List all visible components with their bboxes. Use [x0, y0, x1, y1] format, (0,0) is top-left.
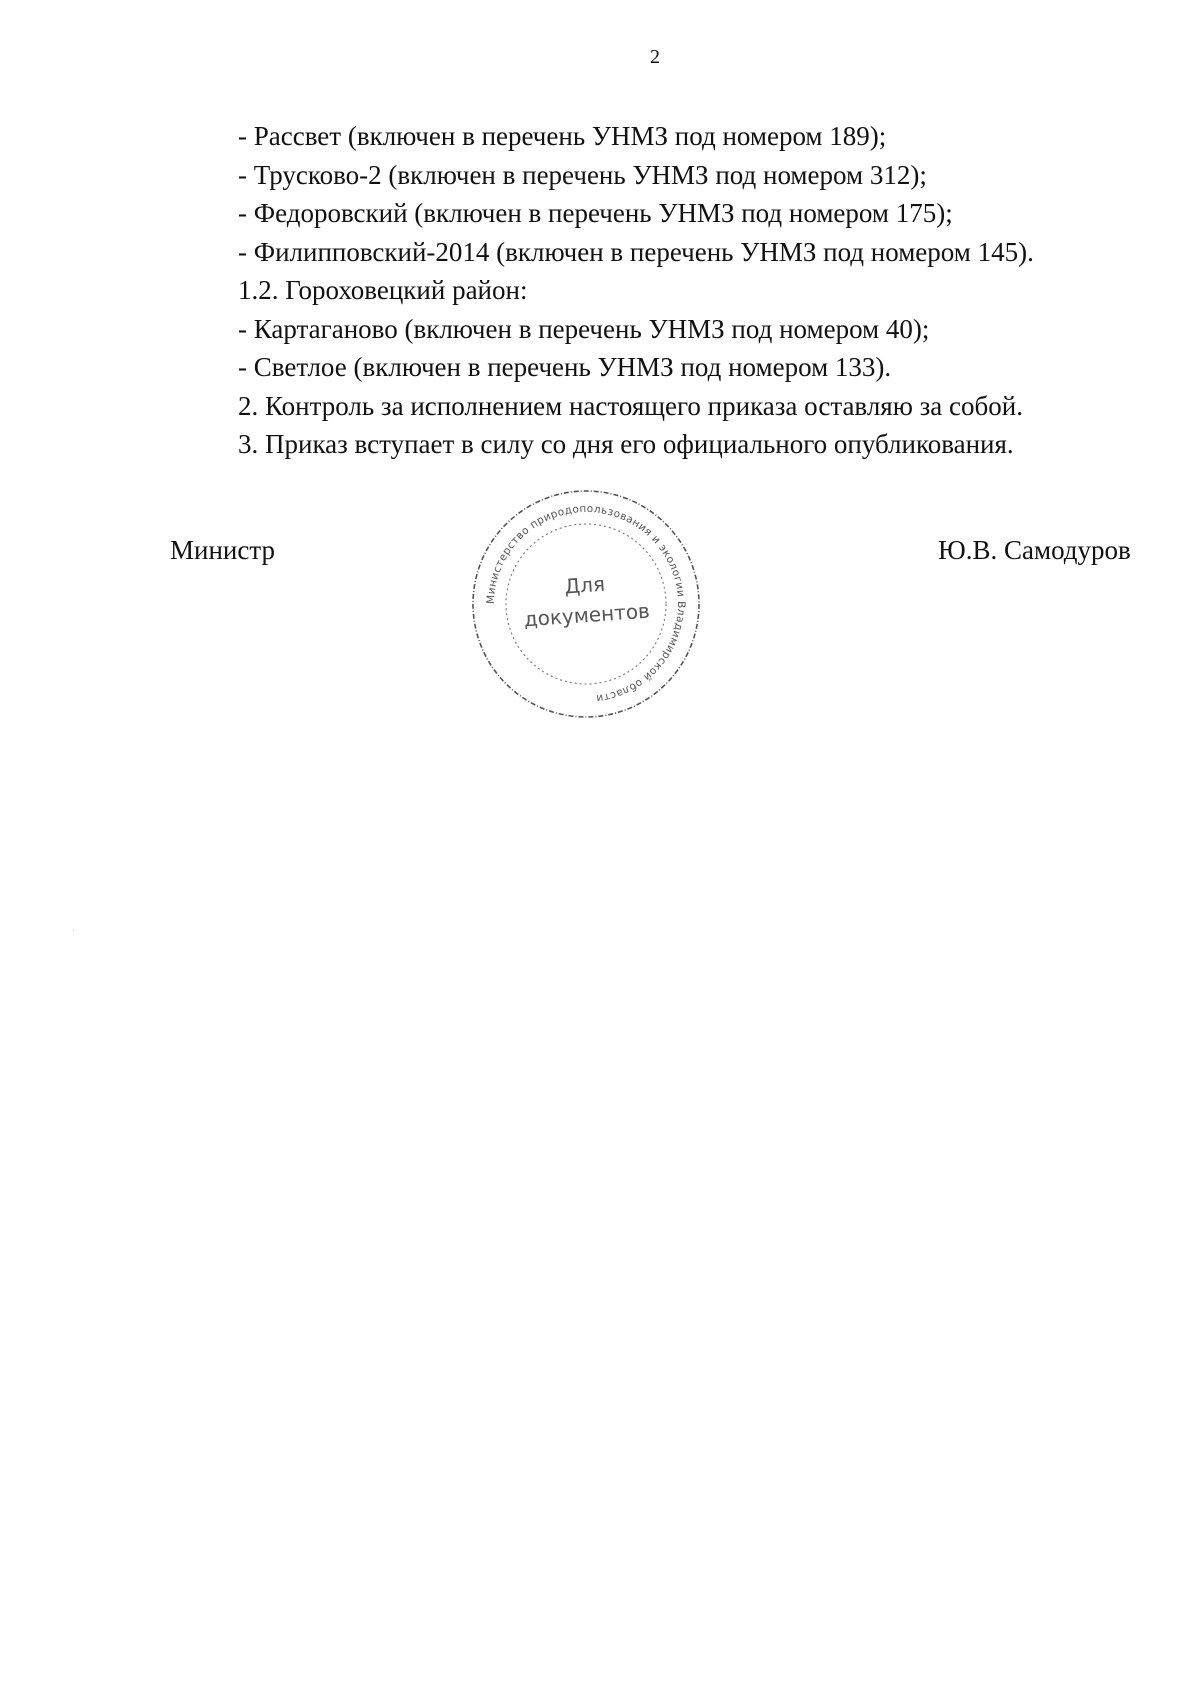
clause-effective: 3. Приказ вступает в силу со дня его официального опубликования.: [238, 429, 1014, 459]
list-item-svetloe: - Светлое (включен в перечень УНМЗ под номером 133).: [238, 352, 892, 382]
list-item-rassvet: - Рассвет (включен в перечень УНМЗ под номером 189);: [238, 121, 887, 151]
stamp-ring-text: Министерство природопользования и экологии Владимирской области: [484, 502, 688, 705]
order-body: [238, 117, 1138, 464]
scan-speck: [73, 930, 74, 931]
stamp-center-line2: документов: [523, 598, 651, 632]
section-heading-gorokhovets: 1.2. Гороховецкий район:: [238, 275, 528, 305]
list-item-truskovo: - Трусково-2 (включен в перечень УНМЗ под номером 312);: [238, 159, 927, 190]
list-item-fedorovsky: - Федоровский (включен в перечень УНМЗ под номером 175);: [238, 198, 953, 228]
stamp-center-line1: Для: [563, 571, 606, 599]
page-number: 2: [650, 46, 660, 68]
list-item-filippovsky: - Филипповский-2014 (включен в перечень УНМЗ под номером 145).: [238, 236, 1034, 267]
signatory-name: Ю.В. Самодуров: [938, 535, 1131, 565]
seal-stamp-icon: [470, 488, 702, 720]
list-item-kartaganovo: - Картаганово (включен в перечень УНМЗ под номером 40);: [238, 313, 930, 344]
clause-control: 2. Контроль за исполнением настоящего приказа оставляю за собой.: [238, 390, 1023, 421]
signatory-position: Министр: [170, 535, 275, 565]
